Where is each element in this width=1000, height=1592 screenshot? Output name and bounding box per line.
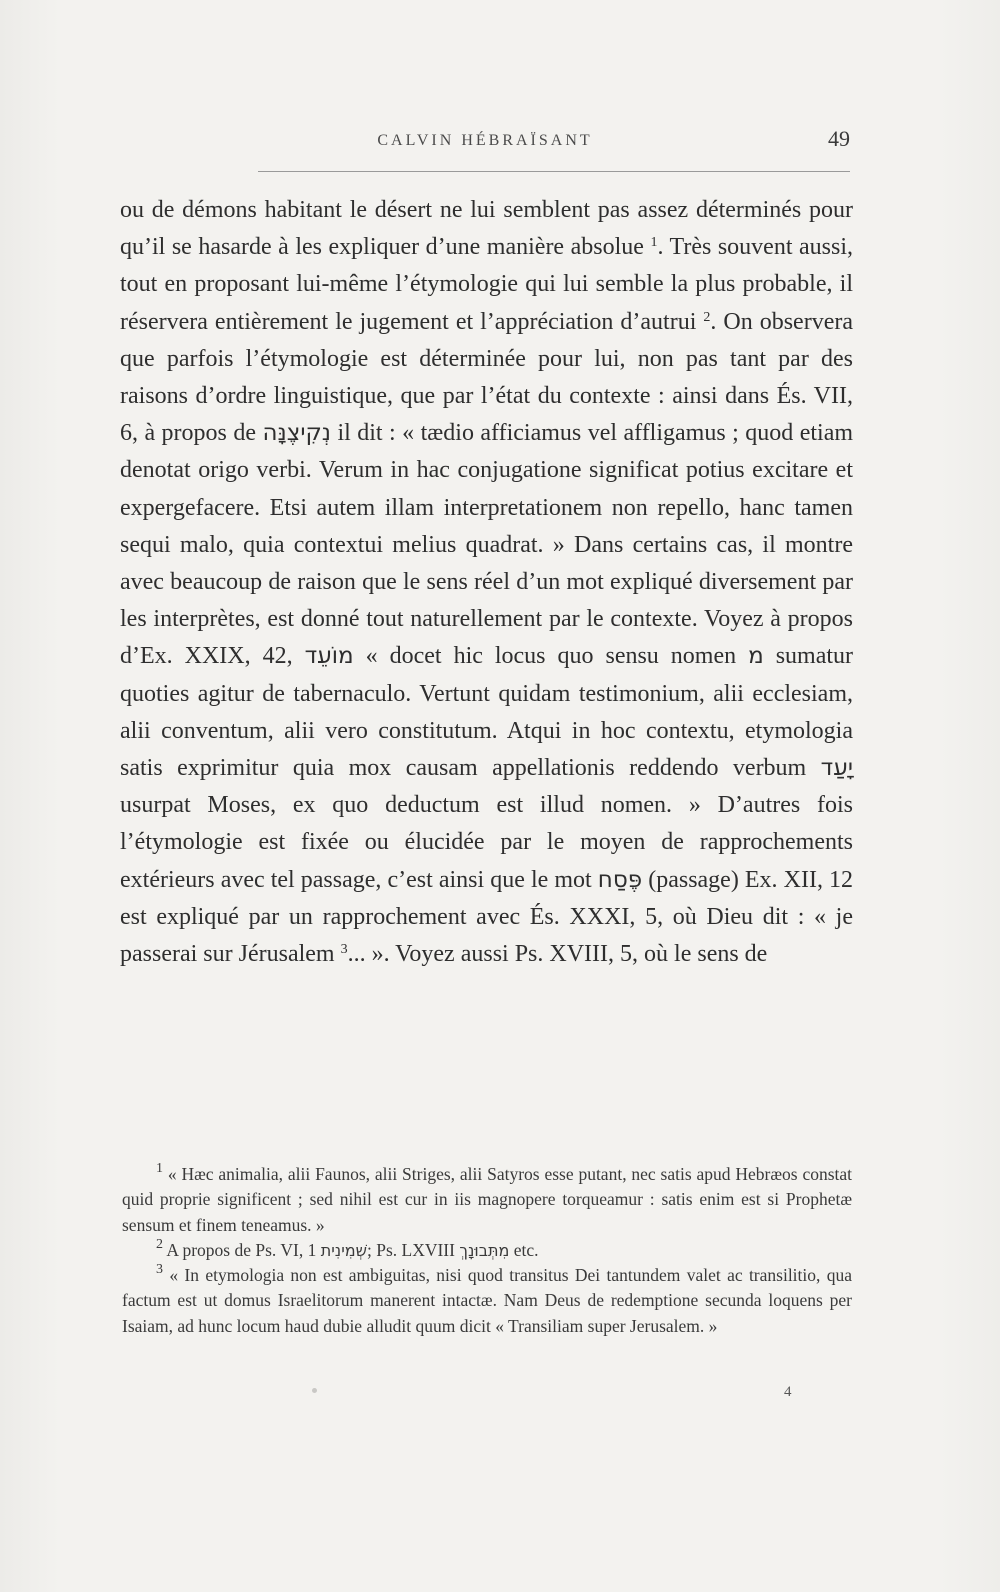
main-text xyxy=(120,192,853,973)
footnote-text: A propos de Ps. VI, 1 xyxy=(166,1239,317,1260)
text-segment: « docet hic locus quo sensu nomen xyxy=(365,643,737,670)
footnote-ref-2: 2 xyxy=(703,309,711,325)
footnote-text: « Hæc animalia, alii Faunos, alii Striges, alii Satyros esse putant, nec satis apud Hebræos constat quid proprie significent ; sed nihil est cur in iis magnopere torqueamur : satis enim est si Prophetæ sensum et finem teneamus. » xyxy=(122,1164,853,1235)
footnote-text: ; Ps. LXVIII xyxy=(366,1239,455,1260)
text-segment: usurpat Moses, ex quo deductum est illud nomen. » D’autres fois l’étymologie est fixée ou élucidée par le moyen de rapprochements extérieurs avec tel passage, c’est ainsi que le mot xyxy=(120,792,853,893)
running-title: CALVIN HÉBRAÏSANT xyxy=(377,132,593,149)
hebrew-letter: מ xyxy=(748,643,764,670)
footnotes xyxy=(122,1162,852,1339)
signature-mark: 4 xyxy=(784,1384,792,1400)
hebrew-word: מִתְּבוּנָךְ xyxy=(459,1240,510,1260)
text-segment: il dit : « tædio afficiamus vel affligamus ; quod etiam denotat origo verbi. Verum in hac conjugatione significat potius excitare et expergefacere. Etsi autem illam interpretationem non repello, hanc tamen sequi malo, quia contextui melius quadrat. » Dans certains cas, il montre avec beaucoup de raison que le sens réel d’un mot expliqué diversement par les interprètes, est donné tout naturellement par le contexte. Voyez à propos d’Ex. XXIX, 42, xyxy=(120,420,854,670)
footnote-ref-1: 1 xyxy=(650,235,658,251)
paper-speck xyxy=(312,1388,317,1393)
footnote-text: etc. xyxy=(513,1239,539,1260)
hebrew-word: פֶּסַח xyxy=(597,866,643,893)
hebrew-word: מוֹעֵד xyxy=(304,643,354,670)
hebrew-word: נְקִיצֶנָּה xyxy=(262,420,332,447)
text-segment: . Très souvent aussi, tout en proposant lui-même l’étymologie qui lui semble la plus probable, il réservera entièrement le jugement et l’appréciation d’autrui xyxy=(120,234,854,335)
text-segment: sumatur quoties agitur de tabernaculo. Vertunt quidam testimonium, alii ecclesiam, alii conventum, alii vero constitutum. Atqui in hoc contextu, etymologia satis exprimitur quia mox causam appellationis reddendo verbum xyxy=(120,643,854,782)
text-segment: . On observera que parfois l’étymologie est déterminée pour lui, non pas tant par des raisons d’ordre linguistique, que par l’état du contexte : ainsi dans És. VII, 6, à propos de xyxy=(120,308,854,447)
header-rule xyxy=(258,171,850,172)
page-number: 49 xyxy=(828,126,850,151)
body-paragraph xyxy=(120,192,853,973)
footnote-3 xyxy=(122,1263,852,1339)
footnote-ref-3: 3 xyxy=(340,942,348,958)
footnote-1 xyxy=(122,1162,852,1238)
footnote-number: 3 xyxy=(156,1262,163,1278)
hebrew-word: יָעַד xyxy=(820,755,853,782)
footnote-text: « In etymologia non est ambiguitas, nisi quod transitus Dei tantundem valet ac transilitio, qua factum est ut domus Israelitorum manerent intactæ. Nam Deus de redemptione secunda loquens per Isaiam, ad hunc locum haud dubie alludit quum dicit « Transiliam super Jerusalem. » xyxy=(122,1265,853,1336)
text-segment: (passage) Ex. XII, 12 est expliqué par un rapprochement avec És. XXXI, 5, où Dieu dit : « je passerai sur Jérusalem xyxy=(120,866,854,968)
footnote-2 xyxy=(122,1238,852,1263)
text-segment: ... ». Voyez aussi Ps. XVIII, 5, où le sens de xyxy=(347,941,768,968)
text-segment: ou de démons habitant le désert ne lui semblent pas assez déterminés pour qu’il se hasarde à les expliquer d’une manière absolue xyxy=(120,197,853,261)
hebrew-word: שְׁמִינִית xyxy=(320,1240,367,1260)
running-head xyxy=(120,126,850,156)
footnote-number: 1 xyxy=(156,1161,163,1176)
footnote-number: 2 xyxy=(156,1236,163,1252)
